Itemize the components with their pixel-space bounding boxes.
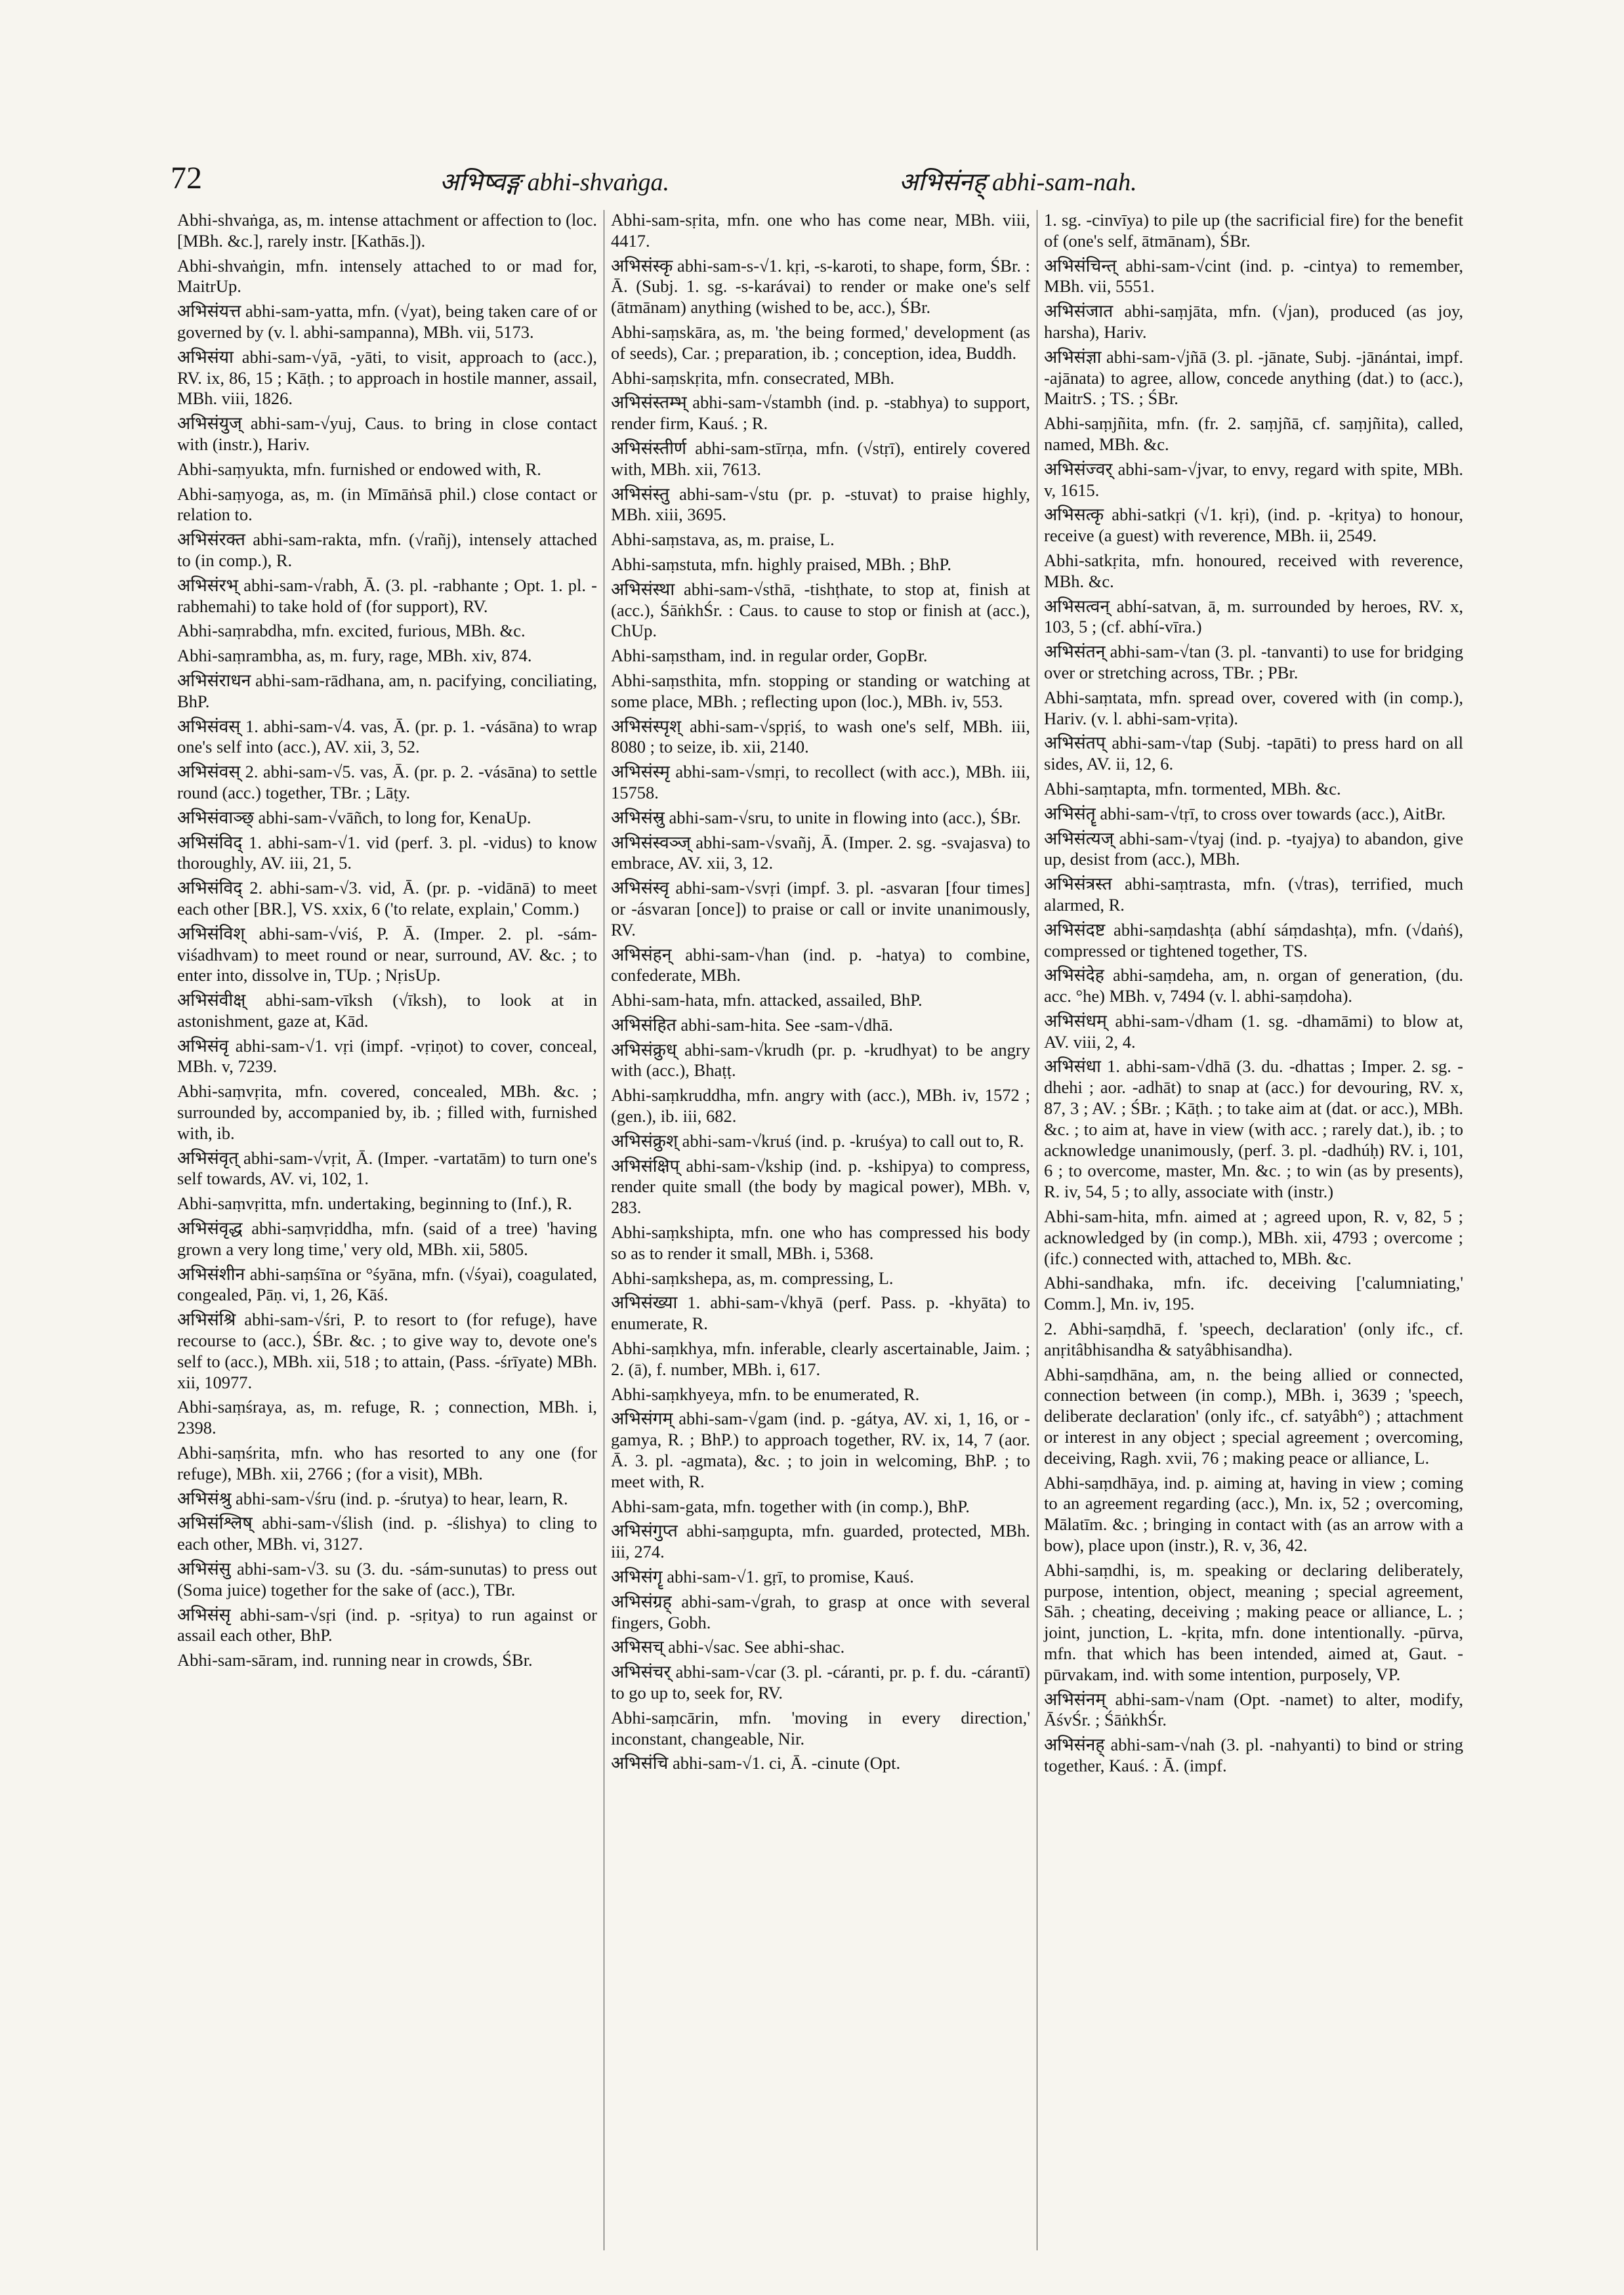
dictionary-entry: अभिसंगुप्त abhi-saṃgupta, mfn. guarded, protected, MBh. iii, 274. xyxy=(611,1521,1035,1562)
dictionary-entry: अभिसंस्मृ abhi-sam-√smṛi, to recollect (with acc.), MBh. iii, 15758. xyxy=(611,762,1035,802)
dictionary-entry: अभिसंविद् 1. abhi-sam-√1. vid (perf. 3. pl. -vidus) to know thoroughly, AV. iii, 21, 5. xyxy=(177,832,602,873)
dictionary-entry: अभिसंगॄ abhi-sam-√1. gṛī, to promise, Kauś. xyxy=(611,1567,914,1587)
dictionary-entry: अभिसंनह् abhi-sam-√nah (3. pl. -nahyanti) to bind or string together, Kauś. : Ā. (impf. xyxy=(1044,1735,1468,1775)
dictionary-entry: Abhi-saṃtata, mfn. spread over, covered with (in comp.), Hariv. (v. l. abhi-sam-vṛita). xyxy=(1044,687,1468,728)
dictionary-entry: अभिसंहन् abhi-sam-√han (ind. p. -hatya) to combine, confederate, MBh. xyxy=(611,944,1035,985)
dictionary-entry: अभिसंज्वर् abhi-sam-√jvar, to envy, regard with spite, MBh. v, 1615. xyxy=(1044,459,1468,500)
dictionary-entry: Abhi-saṃskṛita, mfn. consecrated, MBh. xyxy=(611,367,894,388)
dictionary-entry: Abhi-saṃkruddha, mfn. angry with (acc.), MBh. iv, 1572 ; (gen.), ib. iii, 682. xyxy=(611,1085,1035,1127)
dictionary-entry: अभिसंवस् 2. abhi-sam-√5. vas, Ā. (pr. p. 2. -vásāna) to settle round (acc.) together, TBr. ; Lāṭy. xyxy=(177,762,602,802)
dictionary-entry: Abhi-satkṛita, mfn. honoured, received with reverence, MBh. &c. xyxy=(1044,550,1468,591)
dictionary-entry: Abhi-sam-sṛita, mfn. one who has come near, MBh. viii, 4417. xyxy=(611,210,1035,251)
dictionary-entry: अभिसंतॄ abhi-sam-√tṛī, to cross over towards (acc.), AitBr. xyxy=(1044,803,1446,823)
dictionary-entry: Abhi-sam-sāram, ind. running near in crowds, ŚBr. xyxy=(177,1650,533,1670)
dictionary-entry: अभिसंरक्त abhi-sam-rakta, mfn. (√rañj), intensely attached to (in comp.), R. xyxy=(177,529,602,570)
dictionary-entry: अभिसंरभ् abhi-sam-√rabh, Ā. (3. pl. -rabhante ; Opt. 1. pl. -rabhemahi) to take hold of (for support), RV. xyxy=(177,575,597,616)
dictionary-entry: Abhi-saṃkshipta, mfn. one who has compressed his body so as to render it small, MBh. i, 5368. xyxy=(611,1222,1035,1263)
dictionary-entry: अभिसंयुज् abhi-sam-√yuj, Caus. to bring in close contact with (instr.), Hariv. xyxy=(177,413,602,454)
dictionary-entry: Abhi-saṃśraya, as, m. refuge, R. ; connection, MBh. i, 2398. xyxy=(177,1397,602,1438)
dictionary-entry: अभिसंवस् 1. abhi-sam-√4. vas, Ā. (pr. p. 1. -vásāna) to wrap one's self into (acc.), AV. xii, 3, 52. xyxy=(177,716,602,757)
column-middle xyxy=(604,210,1037,2250)
dictionary-entry: अभिसंस्पृश् abhi-sam-√spṛiś, to wash one's self, MBh. iii, 8080 ; to seize, ib. xii, 2140. xyxy=(611,716,1035,757)
dictionary-entry: Abhi-saṃdhāna, am, n. the being allied or connected, connection between (in comp.), MBh. i, 3639 ; 'speech, deliberate declaration' (only ifc., cf. satyâbh°) ; attachment or interest in any object ; special agreement ; overcoming, deceiving, Ragh. xvii, 76 ; making peace or alliance, L. xyxy=(1044,1364,1468,1468)
dictionary-entry: Abhi-sam-hata, mfn. attacked, assailed, BhP. xyxy=(611,990,923,1010)
dictionary-entry: अभिसंक्रुध् abhi-sam-√krudh (pr. p. -krudhyat) to be angry with (acc.), Bhaṭṭ. xyxy=(611,1039,1035,1081)
dictionary-entry: अभिसंक्रुश् abhi-sam-√kruś (ind. p. -kruśya) to call out to, R. xyxy=(611,1130,1024,1151)
dictionary-entry: Abhi-saṃśrita, mfn. who has resorted to any one (for refuge), MBh. xii, 2766 ; (for a visit), MBh. xyxy=(177,1443,602,1483)
page-header xyxy=(171,157,1483,203)
dictionary-entry: Abhi-saṃsthita, mfn. stopping or standing or watching at some place, MBh. ; reflecting upon (loc.), MBh. iv, 553. xyxy=(611,670,1035,711)
dictionary-entry: Abhi-saṃvṛitta, mfn. undertaking, beginning to (Inf.), R. xyxy=(177,1193,573,1214)
dictionary-entry: Abhi-sandhaka, mfn. ifc. deceiving ['calumniating,' Comm.], Mn. iv, 195. xyxy=(1044,1273,1468,1314)
dictionary-entry: अभिसंत्यज् abhi-sam-√tyaj (ind. p. -tyajya) to abandon, give up, desist from (acc.), MBh. xyxy=(1044,828,1468,869)
dictionary-entry: अभिसत्कृ abhi-satkṛi (√1. kṛi), (ind. p. -kṛitya) to honour, receive (a guest) with reverence, MBh. ii, 2549. xyxy=(1044,505,1468,546)
dictionary-entry: Abhi-saṃtapta, mfn. tormented, MBh. &c. xyxy=(1044,778,1341,798)
dictionary-entry: अभिसंदष्ट abhi-saṃdashṭa (abhí sáṃdashṭa), mfn. (√daṅś), compressed or tightened together, TS. xyxy=(1044,919,1468,961)
dictionary-entry: Abhi-saṃjñita, mfn. (fr. 2. saṃjñā, cf. saṃjñita), called, named, MBh. &c. xyxy=(1044,413,1468,454)
dictionary-entry: अभिसंहित abhi-sam-hita. See -sam-√dhā. xyxy=(611,1014,893,1035)
dictionary-entry: अभिसंतन् abhi-sam-√tan (3. pl. -tanvanti) to use for bridging over or stretching across, TBr. ; PBr. xyxy=(1044,642,1468,682)
dictionary-entry: अभिसंग्रह् abhi-sam-√grah, to grasp at once with several fingers, Gobh. xyxy=(611,1591,1035,1632)
dictionary-entry: अभिसंश्लिष् abhi-sam-√ślish (ind. p. -ślishya) to cling to each other, MBh. vi, 3127. xyxy=(177,1513,602,1554)
dictionary-entry: अभिसंवीक्ष् abhi-sam-vīksh (√īksh), to look at in astonishment, gaze at, Kād. xyxy=(177,990,602,1031)
dictionary-entry: अभिसंवृद्ध abhi-saṃvṛiddha, mfn. (said of a tree) 'having grown a very long time,' very old, MBh. xii, 5805. xyxy=(177,1218,602,1259)
dictionary-entry: Abhi-saṃrambha, as, m. fury, rage, MBh. xiv, 874. xyxy=(177,646,532,666)
dictionary-entry: अभिसंतप् abhi-sam-√tap (Subj. -tapāti) to press hard on all sides, AV. ii, 12, 6. xyxy=(1044,733,1468,774)
dictionary-entry: Abhi-saṃdhi, is, m. speaking or declaring deliberately, purpose, intention, object, meaning ; special agreement, Sāh. ; cheating, deceiving ; making peace or alliance, L. ; joint, junction, L. -kṛita, mfn. done intentionally. -pūrva, mfn. that which has been intended, aimed at, Gaut. -pūrvakam, ind. with some intention, purposely, VP. xyxy=(1044,1560,1468,1684)
dictionary-entry: अभिसंनम् abhi-sam-√nam (Opt. -namet) to alter, modify, ĀśvŚr. ; ŚāṅkhŚr. xyxy=(1044,1689,1468,1730)
dictionary-entry: अभिसंसृ abhi-sam-√sṛi (ind. p. -sṛitya) to run against or assail each other, BhP. xyxy=(177,1604,602,1645)
dictionary-entry: अभिसंस्कृ abhi-sam-s-√1. kṛi, -s-karoti, to shape, form, ŚBr. : Ā. (Subj. 1. sg. -s-karávai) to render or make one's self (ātmānam) anything (wished to be, acc.), ŚBr. xyxy=(611,255,1035,318)
dictionary-entry: अभिसंशीन abhi-saṃśīna or °śyāna, mfn. (√śyai), coagulated, congealed, Pāṇ. vi, 1, 26, Kāś. xyxy=(177,1264,602,1305)
dictionary-entry: Abhi-shvaṅga, as, m. intense attachment or affection to (loc. [MBh. &c.], rarely instr. [Kathās.]). xyxy=(177,210,602,251)
dictionary-entry: Abhi-saṃvṛita, mfn. covered, concealed, MBh. &c. ; surrounded by, accompanied by, ib. ; filled with, furnished with, ib. xyxy=(177,1081,602,1143)
dictionary-columns xyxy=(171,210,1483,2250)
dictionary-entry: अभिसंदेह abhi-saṃdeha, am, n. organ of generation, (du. acc. °he) MBh. v, 7494 (v. l. abhi-saṃdoha). xyxy=(1044,965,1468,1006)
dictionary-entry: अभिसंधा 1. abhi-sam-√dhā (3. du. -dhattas ; Imper. 2. sg. -dhehi ; aor. -adhāt) to snap at (acc.) for devouring, RV. x, 87, 3 ; AV. ; ŚBr. ; Kāṭh. ; to take aim at (dat. or acc.), MBh. &c. ; to aim at, have in view (with acc. ; rarely dat.), ib. ; to acknowledge unanimously, (perf. 3. pl. -dadhúḥ) RV. i, 101, 6 ; to overcome, master, Mn. &c. ; to win (as by presents), R. iv, 54, 5 ; to ally, associate with (instr.) xyxy=(1044,1056,1468,1202)
dictionary-entry: अभिसंचि abhi-sam-√1. ci, Ā. -cinute (Opt. xyxy=(611,1753,901,1773)
dictionary-entry: अभिसंक्षिप् abhi-sam-√kship (ind. p. -kshipya) to compress, render quite small (the body by magical power), MBh. v, 283. xyxy=(611,1155,1035,1218)
dictionary-entry: अभिसंख्या 1. abhi-sam-√khyā (perf. Pass. p. -khyāta) to enumerate, R. xyxy=(611,1292,1035,1334)
dictionary-entry: अभिसंगम् abhi-sam-√gam (ind. p. -gátya, AV. xi, 1, 16, or -gamya, R. ; BhP.) to approach together, RV. ix, 14, 7 (aor. Ā. 3. pl. -agmata), &c. ; to join in welcoming, BhP. ; to meet with, R. xyxy=(611,1409,1035,1491)
dictionary-entry: अभिसंचिन्त् abhi-sam-√cint (ind. p. -cintya) to remember, MBh. vii, 5551. xyxy=(1044,255,1468,297)
column-left xyxy=(171,210,604,2250)
dictionary-entry: अभिसंस्तु abhi-sam-√stu (pr. p. -stuvat) to praise highly, MBh. xiii, 3695. xyxy=(611,484,1035,525)
dictionary-entry: अभिसंया abhi-sam-√yā, -yāti, to visit, approach to (acc.), RV. ix, 86, 15 ; Kāṭh. ; to approach in hostile manner, assail, MBh. viii, 1826. xyxy=(177,346,602,409)
running-head-right: अभिसंनह् abhi-sam-nah. xyxy=(899,169,1137,196)
page-number: 72 xyxy=(171,161,202,196)
dictionary-entry: अभिसंश्रु abhi-sam-√śru (ind. p. -śrutya) to hear, learn, R. xyxy=(177,1488,568,1508)
dictionary-entry: अभिसंवाञ्छ् abhi-sam-√vāñch, to long for, KenaUp. xyxy=(177,807,531,827)
dictionary-entry: Abhi-saṃcārin, mfn. 'moving in every direction,' inconstant, changeable, Nir. xyxy=(611,1707,1035,1748)
dictionary-entry: अभिसंस्तम्भ् abhi-sam-√stambh (ind. p. -stabhya) to support, render firm, Kauś. ; R. xyxy=(611,392,1035,434)
dictionary-entry: अभिसंराधन abhi-sam-rādhana, am, n. pacifying, conciliating, BhP. xyxy=(177,670,602,711)
dictionary-entry: अभिसंविश् abhi-sam-√viś, P. Ā. (Imper. 2. pl. -sám-viśadhvam) to meet round or near, surround, AV. &c. ; to enter into, dissolve in, TUp. ; NṛisUp. xyxy=(177,923,602,985)
dictionary-entry: अभिसंस्रु abhi-sam-√sru, to unite in flowing into (acc.), ŚBr. xyxy=(611,807,1021,827)
dictionary-entry: अभिसंचर् abhi-sam-√car (3. pl. -cáranti, pr. p. f. du. -cárantī) to go up to, seek for, RV. xyxy=(611,1662,1035,1703)
running-head-left: अभिष्वङ्ग abhi-shvaṅga. xyxy=(440,169,670,196)
dictionary-entry: अभिसच् abhi-√sac. See abhi-shac. xyxy=(611,1637,845,1657)
dictionary-entry: अभिसंस्तीर्ण abhi-sam-stīrṇa, mfn. (√stṛī), entirely covered with, MBh. xii, 7613. xyxy=(611,438,1035,479)
dictionary-entry: अभिसंवृ abhi-sam-√1. vṛi (impf. -vṛiṇot) to cover, conceal, MBh. v, 7239. xyxy=(177,1035,602,1077)
dictionary-entry: अभिसंज्ञा abhi-sam-√jñā (3. pl. -jānate, Subj. -jānántai, impf. -ajānata) to agree, allow, concede anything (dat.) to (acc.), MaitrS. ; TS. ; ŚBr. xyxy=(1044,346,1468,409)
dictionary-entry: अभिसंत्रस्त abhi-saṃtrasta, mfn. (√tras), terrified, much alarmed, R. xyxy=(1044,874,1468,915)
dictionary-entry: Abhi-saṃstuta, mfn. highly praised, MBh. ; BhP. xyxy=(611,554,951,574)
dictionary-entry: Abhi-saṃrabdha, mfn. excited, furious, MBh. &c. xyxy=(177,621,526,641)
dictionary-entry: Abhi-saṃstava, as, m. praise, L. xyxy=(611,529,835,550)
dictionary-entry: अभिसंवृत् abhi-sam-√vṛit, Ā. (Imper. -vartatām) to turn one's self towards, AV. vi, 102, 1. xyxy=(177,1148,602,1189)
dictionary-entry: अभिसंश्रि abhi-sam-√śri, P. to resort to (for refuge), have recourse to (acc.), ŚBr. &c. ; to give way to, devote one's self to (acc.), MBh. xii, 518 ; to attain, (Pass. -śrīyate) MBh. xii, 10977. xyxy=(177,1310,602,1392)
dictionary-entry: अभिसंसु abhi-sam-√3. su (3. du. -sám-sunutas) to press out (Soma juice) together for the sake of (acc.), TBr. xyxy=(177,1559,602,1600)
dictionary-entry: Abhi-saṃyukta, mfn. furnished or endowed with, R. xyxy=(177,459,541,479)
dictionary-entry: Abhi-saṃstham, ind. in regular order, GopBr. xyxy=(611,646,928,666)
dictionary-entry: अभिसंस्था abhi-sam-√sthā, -tishṭhate, to stop at, finish at (acc.), ŚāṅkhŚr. : Caus. to cause to stop or finish at (acc.), ChUp. xyxy=(611,579,1035,641)
dictionary-entry: Abhi-saṃkhyeya, mfn. to be enumerated, R. xyxy=(611,1384,920,1404)
dictionary-entry: Abhi-sam-hita, mfn. aimed at ; agreed upon, R. v, 82, 5 ; acknowledged by (in comp.), MBh. xii, 4793 ; overcome ; (ifc.) connected with, attached to, MBh. &c. xyxy=(1044,1207,1468,1268)
dictionary-entry: अभिसत्वन् abhí-satvan, ā, m. surrounded by heroes, RV. x, 103, 5 ; (cf. abhí-vīra.) xyxy=(1044,596,1468,637)
dictionary-entry: Abhi-saṃyoga, as, m. (in Mīmāṅsā phil.) close contact or relation to. xyxy=(177,484,602,525)
dictionary-entry: 2. Abhi-saṃdhā, f. 'speech, declaration' (only ifc., cf. anṛitâbhisandha & satyâbhisandha). xyxy=(1044,1319,1468,1359)
dictionary-entry: Abhi-saṃdhāya, ind. p. aiming at, having in view ; coming to an agreement regarding (acc.), Mn. ix, 52 ; overcoming, Mālatīm. &c. ; bringing in contact with (as an arrow with a bow), place upon (instr.), R. v, 36, 42. xyxy=(1044,1472,1468,1556)
dictionary-entry: Abhi-saṃkhya, mfn. inferable, clearly ascertainable, Jaim. ; 2. (ā), f. number, MBh. i, 617. xyxy=(611,1338,1035,1379)
dictionary-entry: अभिसंयत्त abhi-sam-yatta, mfn. (√yat), being taken care of or governed by (v. l. abhi-sampanna), MBh. vii, 5173. xyxy=(177,301,602,342)
dictionary-entry: अभिसंधम् abhi-sam-√dham (1. sg. -dhamāmi) to blow at, AV. viii, 2, 4. xyxy=(1044,1010,1467,1052)
dictionary-entry: 1. sg. -cinvīya) to pile up (the sacrificial fire) for the benefit of (one's self, ātmānam), ŚBr. xyxy=(1044,210,1468,251)
dictionary-entry: अभिसंस्वृ abhi-sam-√svṛi (impf. 3. pl. -asvaran [four times] or -ásvaran [once]) to praise or call or invite unanimously, RV. xyxy=(611,878,1035,940)
dictionary-entry: Abhi-saṃkshepa, as, m. compressing, L. xyxy=(611,1268,894,1288)
dictionary-entry: अभिसंजात abhi-saṃjāta, mfn. (√jan), produced (as joy, harsha), Hariv. xyxy=(1044,301,1468,342)
column-right xyxy=(1037,210,1470,2250)
dictionary-entry: अभिसंस्वञ्ज् abhi-sam-√svañj, Ā. (Imper. 2. sg. -svajasva) to embrace, AV. xii, 3, 12. xyxy=(611,832,1035,873)
dictionary-entry: अभिसंविद् 2. abhi-sam-√3. vid, Ā. (pr. p. -vidānā) to meet each other [BR.], VS. xxix, 6 ('to relate, explain,' Comm.) xyxy=(177,878,602,919)
dictionary-entry: Abhi-sam-gata, mfn. together with (in comp.), BhP. xyxy=(611,1496,970,1516)
dictionary-entry: Abhi-shvaṅgin, mfn. intensely attached to or mad for, MaitrUp. xyxy=(177,255,602,297)
dictionary-entry: Abhi-saṃskāra, as, m. 'the being formed,' development (as of seeds), Car. ; preparation, ib. ; conception, idea, Buddh. xyxy=(611,321,1035,363)
